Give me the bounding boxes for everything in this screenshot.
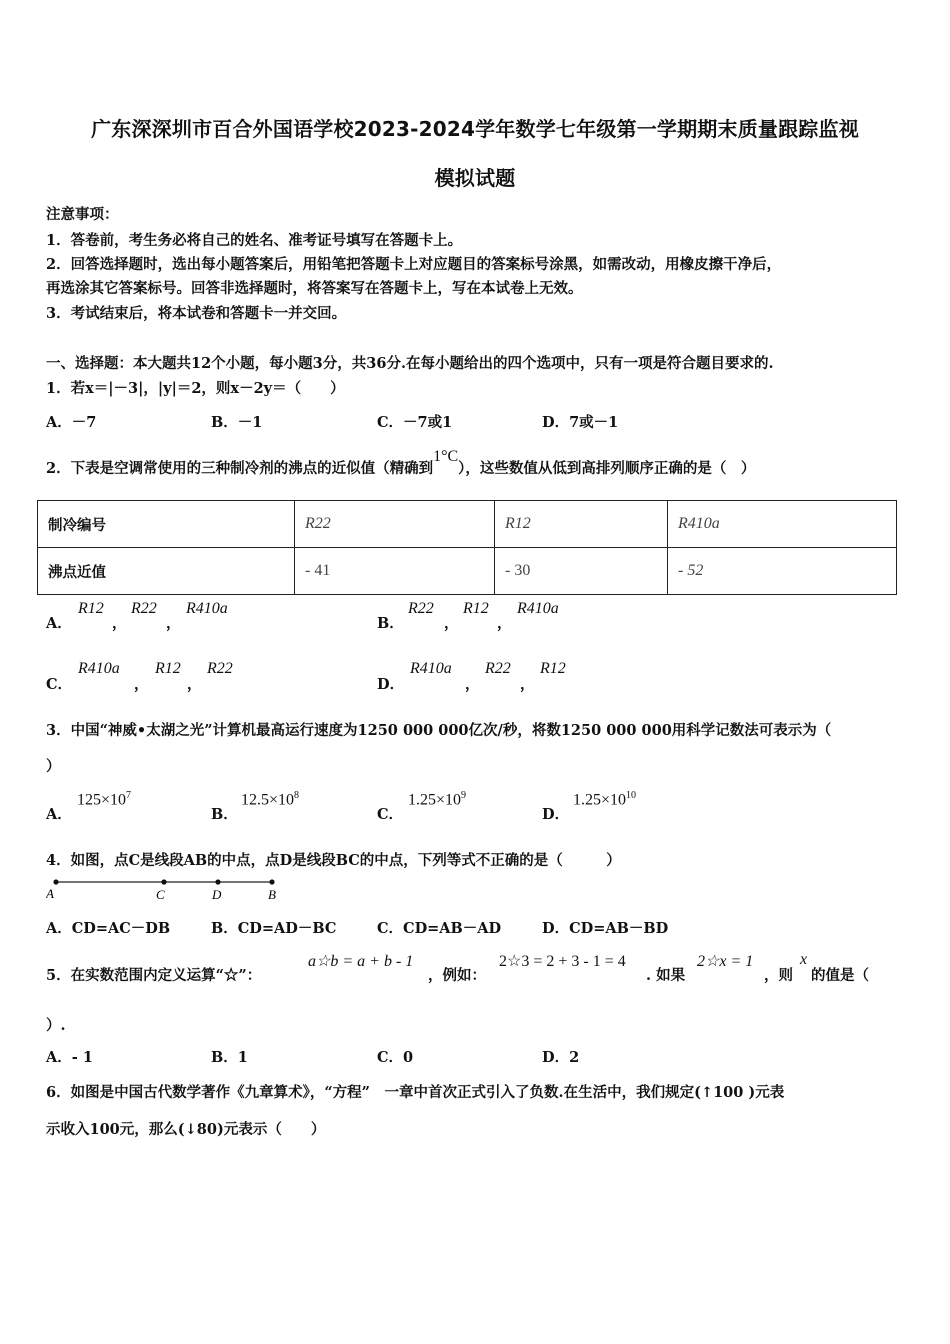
q2-stem-before: 2．下表是空调常使用的三种制冷剂的沸点的近似值（精确到 — [46, 460, 434, 477]
q2-option-d-item-2: R22 — [485, 660, 511, 677]
q4-option-b: B．CD=AD－BC — [211, 920, 337, 937]
q1-option-a: A．－7 — [46, 414, 97, 431]
table-cell: 制冷编号 — [38, 501, 295, 548]
q2-option-b-sep-1: ， — [444, 615, 459, 632]
q5-stem-e: 的值是（ — [811, 967, 869, 984]
q2-option-b-item-1: R22 — [408, 600, 434, 617]
notice-item-1: 1．答卷前，考生务必将自己的姓名、准考证号填写在答题卡上。 — [46, 232, 463, 249]
q2-stem-after: ），这些数值从低到高排列顺序正确的是（ ） — [458, 460, 756, 477]
notice-heading: 注意事项： — [46, 206, 119, 223]
q2-option-a-item-1: R12 — [78, 600, 104, 617]
q4-option-a: A．CD=AC－DB — [46, 920, 171, 937]
table-cell: 沸点近值 — [38, 548, 295, 595]
q4-option-d: D．CD=AB－BD — [542, 920, 669, 937]
q3-option-c-exp: 9 — [461, 790, 467, 801]
q2-option-a-letter: A． — [46, 615, 72, 632]
q2-option-b-letter: B． — [377, 615, 404, 632]
q4-option-c: C．CD=AB－AD — [377, 920, 502, 937]
q5-option-d: D．2 — [542, 1049, 580, 1066]
refrigerant-table — [37, 500, 897, 595]
table-cell: R22 — [295, 501, 495, 548]
section-heading: 一、选择题：本大题共12个小题，每小题3分，共36分.在每小题给出的四个选项中，只有一项是符合题目要求的. — [46, 355, 774, 372]
q6-stem-cont: 示收入100元，那么(↓80)元表示（ ） — [46, 1121, 326, 1138]
q2-option-c-sep-2: ， — [187, 676, 202, 693]
point-c-dot — [161, 879, 166, 884]
point-a-label: A — [46, 886, 54, 901]
q5-variable: x — [800, 951, 808, 968]
table-cell: - 41 — [295, 548, 495, 595]
notice-item-3: 3．考试结束后，将本试卷和答题卡一并交回。 — [46, 305, 347, 322]
exam-title-line2: 模拟试题 — [434, 166, 516, 190]
q2-option-a-sep-2: ， — [166, 615, 181, 632]
point-b-label: B — [268, 887, 276, 902]
table-cell: R410a — [668, 501, 897, 548]
q2-option-b-sep-2: ， — [497, 615, 512, 632]
point-b-dot — [269, 879, 274, 884]
q2-option-c-item-1: R410a — [78, 660, 120, 677]
q1-stem: 1．若x＝|－3|，|y|＝2，则x－2y＝（ ） — [46, 380, 345, 397]
q1-option-c: C．－7或1 — [377, 414, 453, 431]
q2-option-d-item-1: R410a — [410, 660, 452, 677]
q5-stem-c: . 如果 — [646, 967, 686, 984]
q5-definition: a☆b = a + b - 1 — [308, 953, 414, 970]
notice-item-2: 2．回答选择题时，选出每小题答案后，用铅笔把答题卡上对应题目的答案标号涂黑，如需改动，用橡皮擦干净后， — [46, 256, 782, 273]
q5-stem-b: ，例如： — [428, 967, 486, 984]
point-d-dot — [215, 879, 220, 884]
q2-option-c-item-2: R12 — [155, 660, 181, 677]
q3-option-d-exp: 10 — [626, 790, 637, 801]
q2-option-b-item-3: R410a — [517, 600, 559, 617]
table-row — [38, 501, 897, 548]
q3-option-d-letter: D． — [542, 806, 570, 823]
q1-option-b: B．－1 — [211, 414, 263, 431]
q3-option-a-value — [77, 790, 131, 809]
q3-option-c-base: 1.25×10 — [408, 791, 462, 809]
q2-option-d-sep-2: ， — [520, 676, 535, 693]
q2-option-d-item-3: R12 — [540, 660, 566, 677]
q6-stem: 6．如图是中国古代数学著作《九章算术》，“方程” 一章中首次正式引入了负数.在生活中，我们规定(↑100 )元表 — [46, 1084, 785, 1101]
q2-option-a-sep-1: ， — [112, 615, 127, 632]
q5-option-b: B．1 — [211, 1049, 248, 1066]
table-cell: - 52 — [668, 548, 897, 595]
q1-option-d: D．7或－1 — [542, 414, 619, 431]
q2-unit: 1°C — [433, 448, 459, 465]
q3-option-b-letter: B． — [211, 806, 238, 823]
q5-option-a: A．- 1 — [46, 1049, 93, 1066]
q3-option-b-base: 12.5×10 — [241, 791, 295, 809]
q2-option-d-sep-1: ， — [465, 676, 480, 693]
table-cell: - 30 — [495, 548, 668, 595]
q2-option-c-sep-1: ， — [134, 676, 149, 693]
table-row — [38, 548, 897, 595]
q3-stem-cont: ） — [46, 758, 61, 775]
point-c-label: C — [156, 887, 165, 902]
table-cell: R12 — [495, 501, 668, 548]
q2-option-c-item-3: R22 — [207, 660, 233, 677]
q3-option-a-exp: 7 — [126, 790, 132, 801]
q5-option-c: C．0 — [377, 1049, 414, 1066]
q5-example: 2☆3 = 2 + 3 - 1 = 4 — [499, 953, 626, 970]
line-segment-figure — [46, 876, 286, 904]
q3-option-d-value — [573, 790, 636, 809]
q2-option-c-letter: C． — [46, 676, 73, 693]
q3-stem: 3．中国“神威•太湖之光”计算机最高运行速度为1250 000 000亿次/秒，将数1250 000 000用科学记数法可表示为（ — [46, 722, 832, 739]
q2-option-a-item-2: R22 — [131, 600, 157, 617]
notice-item-2-cont: 再选涂其它答案标号。回答非选择题时，将答案写在答题卡上，写在本试卷上无效。 — [46, 280, 583, 297]
q5-condition: 2☆x = 1 — [697, 953, 754, 970]
q5-stem-d: ，则 — [764, 967, 793, 984]
q3-option-a-base: 125×10 — [77, 791, 127, 809]
q3-option-a-letter: A． — [46, 806, 72, 823]
q2-option-d-letter: D． — [377, 676, 405, 693]
q2-option-a-item-3: R410a — [186, 600, 228, 617]
q4-stem: 4．如图，点C是线段AB的中点，点D是线段BC的中点，下列等式不正确的是（ ） — [46, 852, 621, 869]
q3-option-b-value — [241, 790, 299, 809]
q5-stem-cont: ）. — [46, 1017, 66, 1034]
exam-title-line1: 广东深深圳市百合外国语学校2023-2024学年数学七年级第一学期期末质量跟踪监视 — [91, 117, 859, 141]
q3-option-d-base: 1.25×10 — [573, 791, 627, 809]
q3-option-b-exp: 8 — [294, 790, 300, 801]
q2-stem — [46, 448, 756, 478]
point-d-label: D — [212, 887, 222, 902]
q2-option-b-item-2: R12 — [463, 600, 489, 617]
point-a-dot — [53, 879, 58, 884]
q5-stem-a: 5．在实数范围内定义运算“☆”： — [46, 967, 262, 984]
q3-option-c-letter: C． — [377, 806, 404, 823]
q3-option-c-value — [408, 790, 466, 809]
